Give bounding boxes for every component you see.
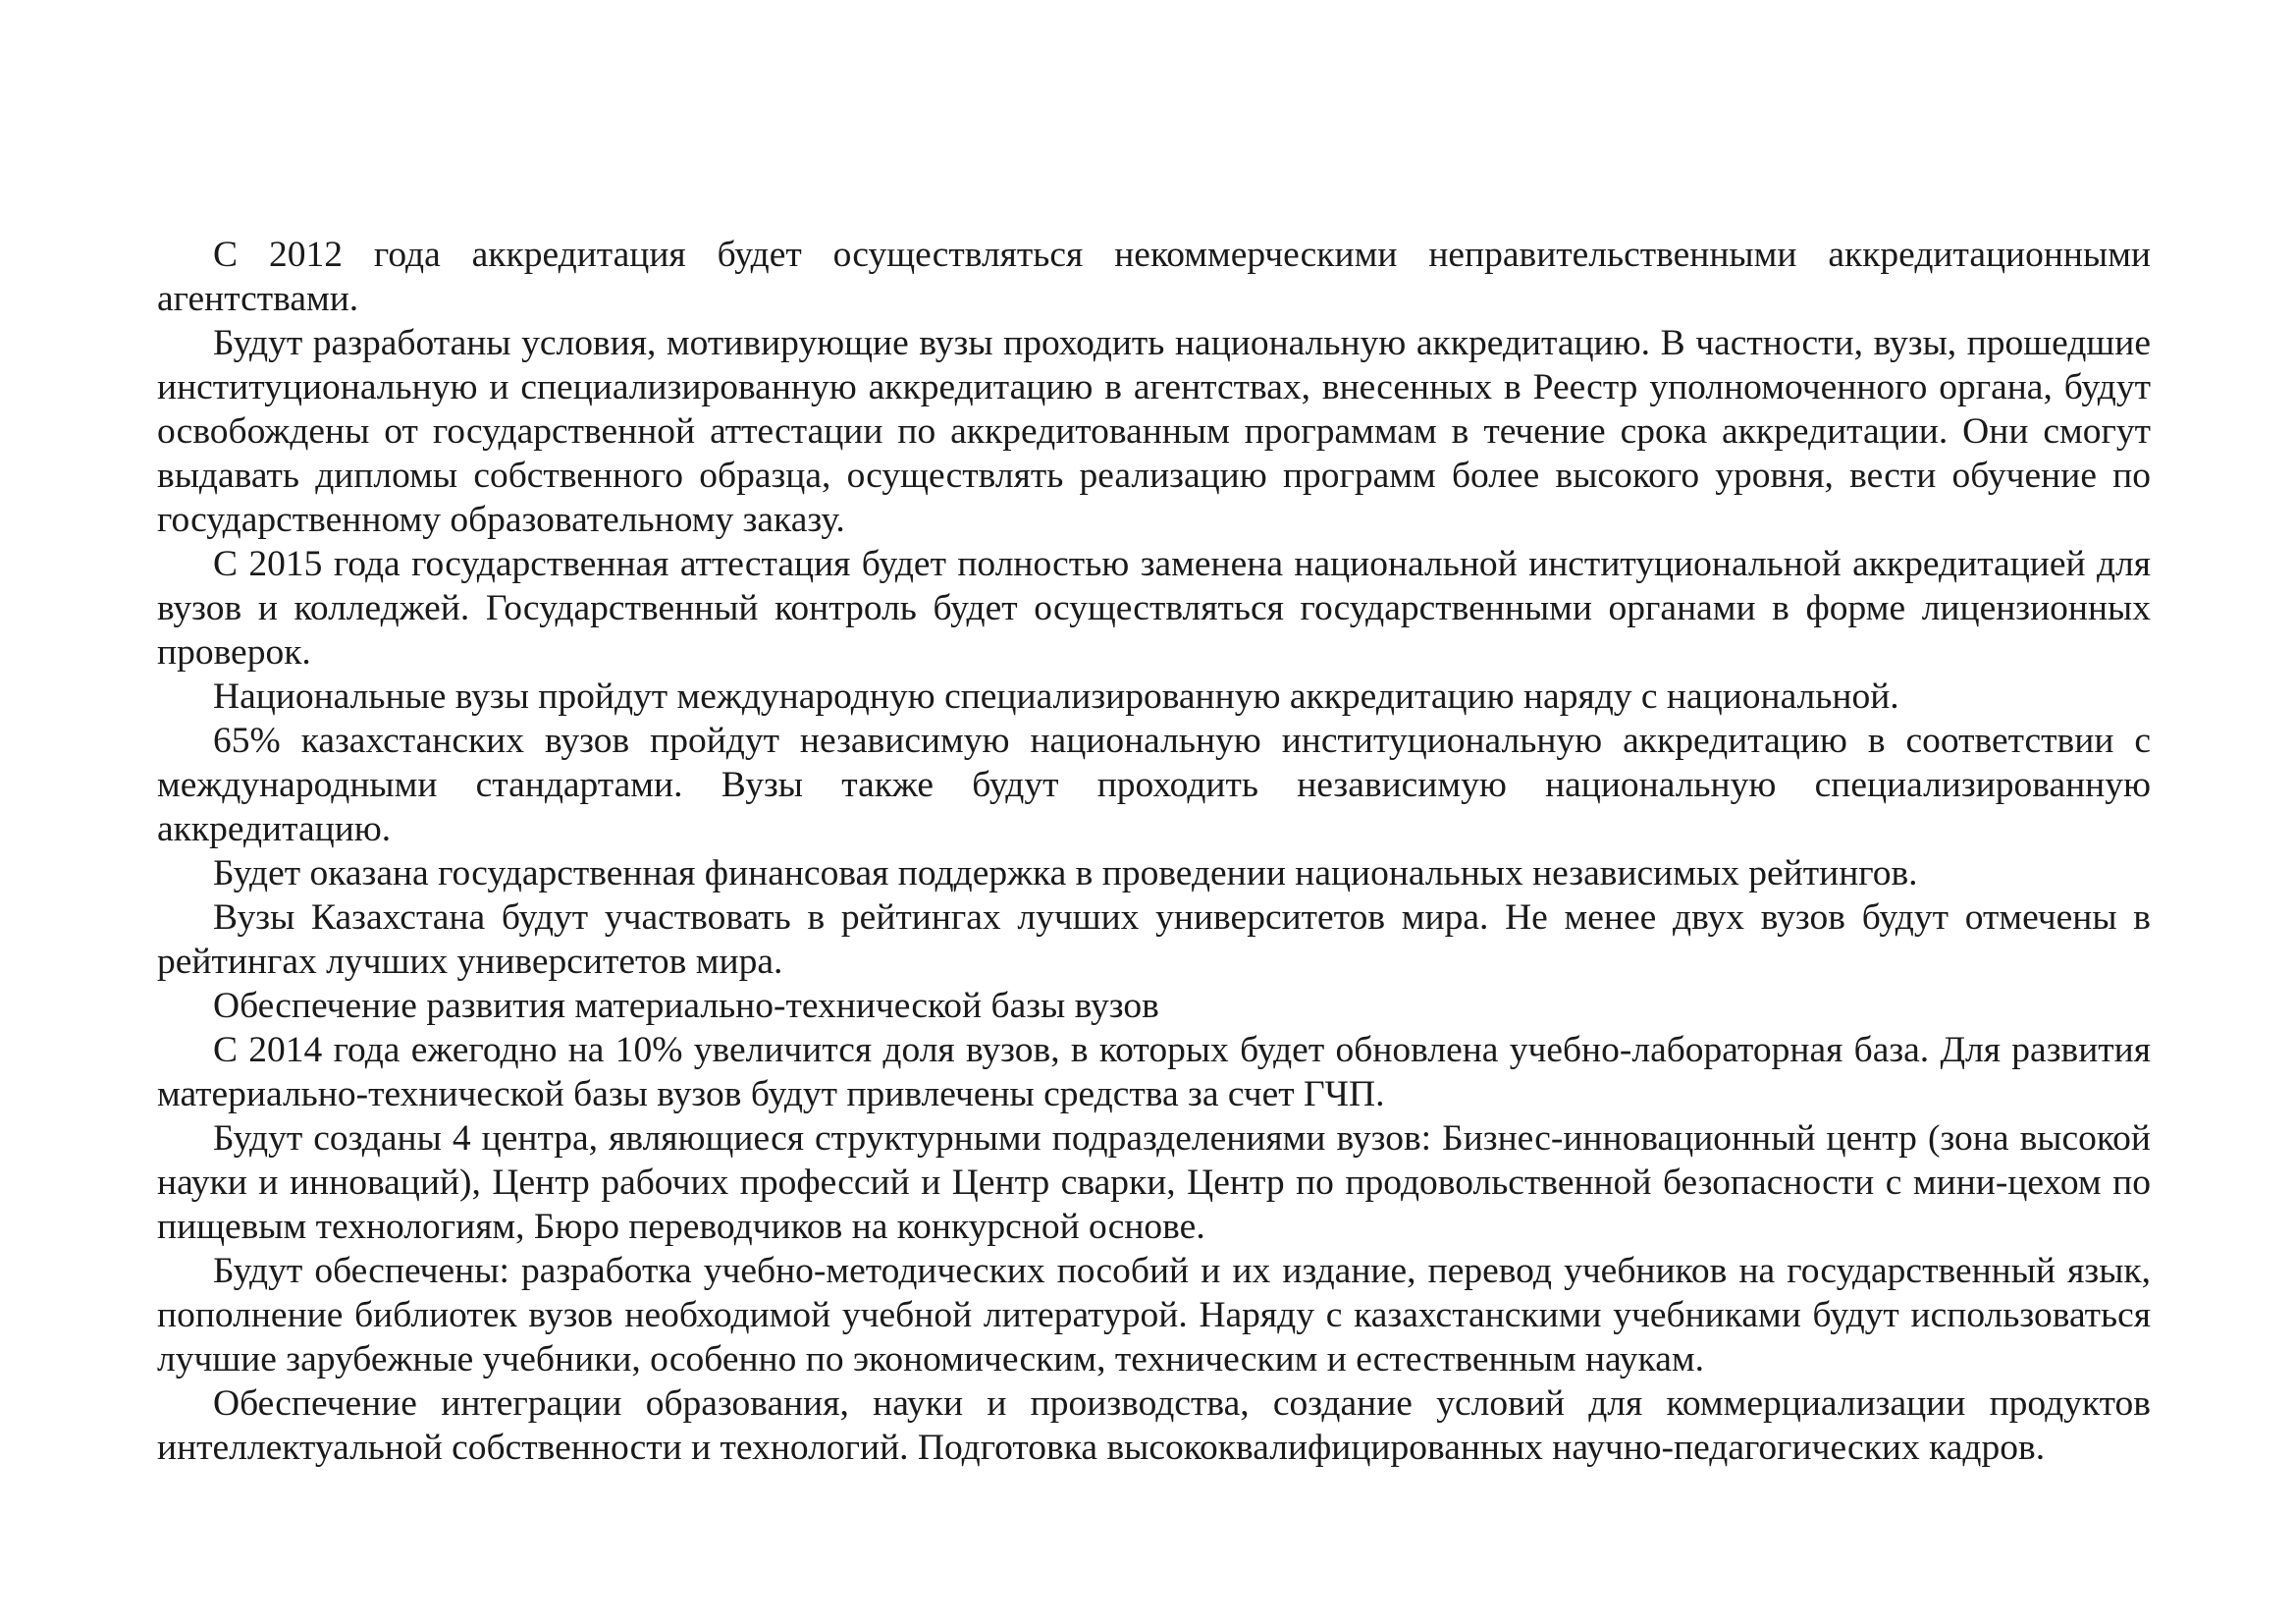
paragraph-textbooks: Будут обеспечены: разработка учебно-методических пособий и их издание, перевод учебников на государственный язык, пополнение библиотек вузов необходимой учебной литературой. Наряду с казахстанскими учебниками будут использоваться лучшие зарубежные учебники, особенно по экономическим, техническим и естественным наукам.	[157, 1251, 2151, 1380]
paragraph-integration: Обеспечение интеграции образования, науки и производства, создание условий для коммерциализации продуктов интеллектуальной собственности и технологий. Подготовка высококвалифицированных научно-педагогических кадров.	[157, 1383, 2151, 1468]
paragraph-attestation-replacement: С 2015 года государственная аттестация будет полностью заменена национальной институциональной аккредитацией для вузов и колледжей. Государственный контроль будет осуществляться государственными органами в форме лицензионных проверок.	[157, 544, 2151, 673]
paragraph-accreditation-agencies: С 2012 года аккредитация будет осуществляться некоммерческими неправительственными аккредитационными агентствами.	[157, 235, 2151, 319]
paragraph-international-accreditation: Национальные вузы пройдут международную специализированную аккредитацию наряду с национальной.	[213, 676, 1899, 717]
paragraph-ratings-support: Будет оказана государственная финансовая поддержка в проведении национальных независимых рейтингов.	[213, 853, 1918, 893]
paragraph-motivation-conditions: Будут разработаны условия, мотивирующие вузы проходить национальную аккредитацию. В частности, вузы, прошедшие институциональную и специализированную аккредитацию в агентствах, внесенных в Реестр уполномоченного органа, будут освобождены от государственной аттестации по аккредитованным программам в течение срока аккредитации. Они смогут выдавать дипломы собственного образца, осуществлять реализацию программ более высокого уровня, вести обучение по государственному образовательному заказу.	[157, 323, 2151, 540]
paragraph-world-rankings: Вузы Казахстана будут участвовать в рейтингах лучших университетов мира. Не менее двух вузов будут отмечены в рейтингах лучших университетов мира.	[157, 897, 2151, 982]
paragraph-material-base-heading: Обеспечение развития материально-технической базы вузов	[213, 986, 1159, 1026]
paragraph-laboratory-base: С 2014 года ежегодно на 10% увеличится доля вузов, в которых будет обновлена учебно-лабораторная база. Для развития материально-технической базы вузов будут привлечены средства за счет ГЧП.	[157, 1030, 2151, 1114]
paragraph-independent-accreditation: 65% казахстанских вузов пройдут независимую национальную институциональную аккредитацию в соответствии с международными стандартами. Вузы также будут проходить независимую национальную специализированную аккредитацию.	[157, 721, 2151, 849]
document-body	[157, 233, 2151, 1470]
paragraph-four-centers: Будут созданы 4 центра, являющиеся структурными подразделениями вузов: Бизнес-инновационный центр (зона высокой науки и инноваций), Центр рабочих профессий и Центр сварки, Центр по продовольственной безопасности с мини-цехом по пищевым технологиям, Бюро переводчиков на конкурсной основе.	[157, 1118, 2151, 1247]
